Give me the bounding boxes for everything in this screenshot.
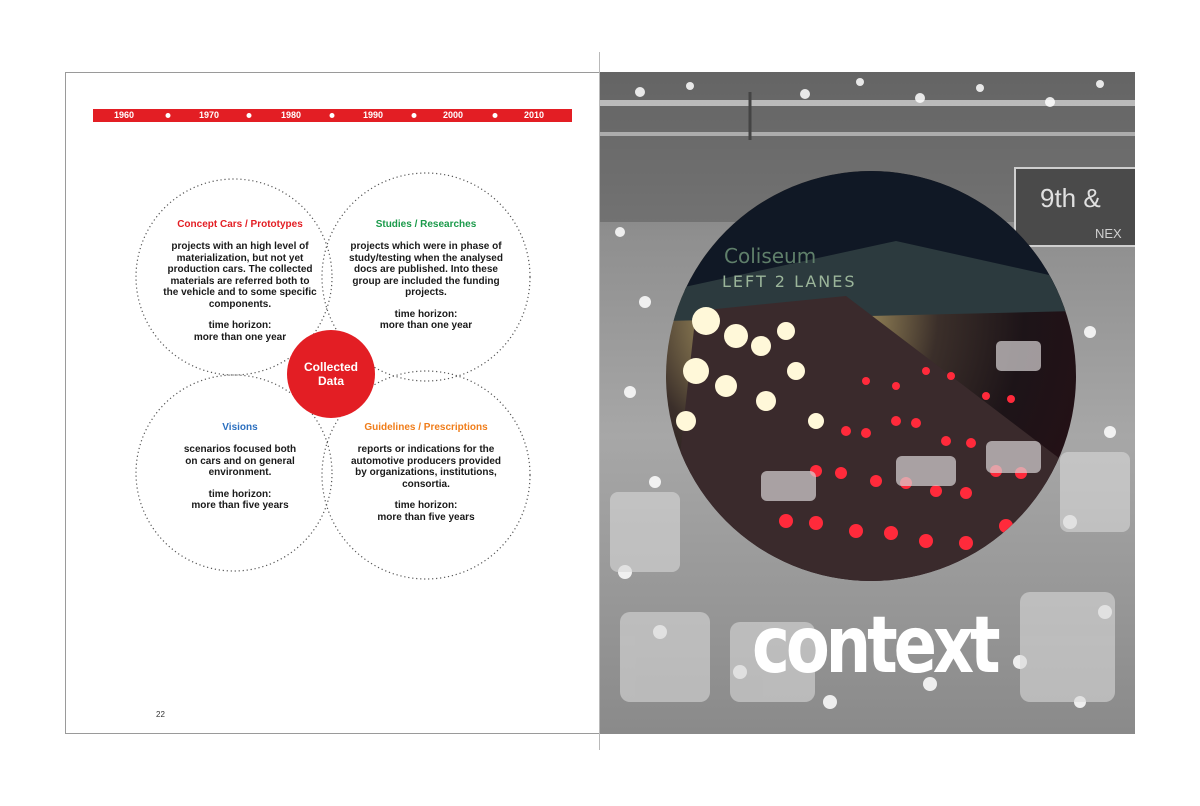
visions-line: environment. bbox=[208, 467, 272, 478]
timeline-year: 2000 bbox=[442, 110, 464, 120]
studies-line: projects which were in phase of bbox=[350, 241, 502, 252]
studies-block bbox=[340, 219, 512, 332]
timeline-year: 1980 bbox=[280, 110, 302, 120]
guidelines-line: reports or indications for the bbox=[357, 444, 495, 455]
concept-line: materialization, but not yet bbox=[176, 252, 304, 264]
timeline-year: 2010 bbox=[523, 110, 545, 120]
timeline-dot bbox=[330, 113, 335, 118]
studies-horizon-value: more than one year bbox=[379, 320, 473, 331]
street-sign-sub: NEX bbox=[1095, 226, 1122, 241]
traffic-photo-circle bbox=[666, 171, 1076, 581]
collected-data-circle bbox=[287, 330, 375, 418]
visions-line: on cars and on general bbox=[185, 455, 295, 467]
visions-heading: Visions bbox=[222, 422, 258, 433]
collected-data-label: Collected Data bbox=[303, 360, 358, 388]
timeline-year: 1960 bbox=[113, 110, 135, 120]
timeline-bar bbox=[93, 109, 572, 122]
visions-horizon-label: time horizon: bbox=[208, 488, 272, 500]
street-sign-text: 9th & bbox=[1040, 183, 1101, 213]
concept-line: production cars. The collected bbox=[167, 264, 313, 275]
concept-heading: Concept Cars / Prototypes bbox=[177, 219, 303, 230]
timeline-dot bbox=[166, 113, 171, 118]
concept-block bbox=[155, 219, 325, 343]
guidelines-horizon-label: time horizon: bbox=[394, 500, 458, 511]
timeline-year: 1970 bbox=[198, 110, 220, 120]
guidelines-line: consortia. bbox=[402, 478, 450, 490]
studies-line: docs are published. Into these bbox=[354, 264, 498, 275]
page-number: 22 bbox=[156, 710, 165, 719]
overhead-sign-text: Coliseum bbox=[724, 244, 817, 268]
visions-line: scenarios focused both bbox=[183, 444, 297, 455]
studies-heading: Studies / Researches bbox=[375, 219, 477, 230]
guidelines-heading: Guidelines / Prescriptions bbox=[364, 422, 488, 433]
guidelines-block bbox=[345, 422, 507, 523]
guidelines-horizon-value: more than five years bbox=[377, 511, 475, 523]
concept-horizon-label: time horizon: bbox=[208, 320, 272, 331]
timeline-year: 1990 bbox=[362, 110, 384, 120]
guidelines-line: automotive producers provided bbox=[350, 455, 502, 467]
studies-line: group are included the funding bbox=[352, 275, 500, 287]
timeline-dot bbox=[412, 113, 417, 118]
lane-sign-text: LEFT 2 LANES bbox=[722, 272, 857, 291]
concept-line: materials are referred both to bbox=[170, 275, 310, 287]
concept-line: components. bbox=[208, 298, 272, 310]
traffic-photo-color bbox=[666, 171, 1076, 581]
studies-horizon-label: time horizon: bbox=[394, 308, 458, 320]
concept-line: projects with an high level of bbox=[171, 241, 309, 252]
timeline-dot bbox=[493, 113, 498, 118]
visions-block bbox=[170, 422, 310, 512]
guidelines-line: by organizations, institutions, bbox=[355, 467, 497, 478]
visions-horizon-value: more than five years bbox=[191, 500, 289, 511]
context-title: context bbox=[752, 601, 997, 691]
concept-horizon-value: more than one year bbox=[193, 331, 287, 343]
studies-line: study/testing when the analysed bbox=[349, 252, 503, 264]
concept-line: the vehicle and to some specific bbox=[163, 287, 317, 298]
timeline-dot bbox=[247, 113, 252, 118]
studies-line: projects. bbox=[405, 287, 447, 298]
